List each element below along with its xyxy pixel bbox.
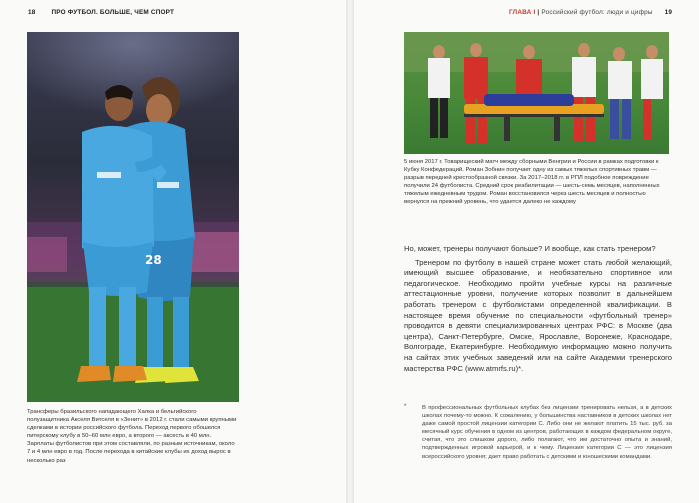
book-title: ПРО ФУТБОЛ. БОЛЬШЕ, ЧЕМ СПОРТ [51,9,175,16]
right-page-number: 19 [664,9,673,16]
left-photo-caption: Трансферы бразильского нападающего Халка и бельгийского полузащитника Акселя Витселя в «Зенит» в 2012 г. стали самыми крупными сделками в истории российского футбола. Переход первого обошелся питерскому клубу в 50–60 млн евро, а второго — аксесть в 40 млн. Зарплаты футболистов при этом составляли, по разным источникам, около 7 и 4 млн евро в год. После перехода в китайские клубы их доход вырос в несколько раз [27,409,237,464]
injury-stretcher-photo [404,32,669,154]
body-paragraph: Тренером по футболу в нашей стране может стать любой желающий, имеющий высшее образование, и необязательно спортивное или педагогическое. Необходимо пройти учебные курсы на различные аттестационные уровни, получение которых позволит в дальнейшем работать тренером с футболистами определенной квалификации. В настоящее время обучение по специальности «футбольный тренер» проводится в девяти специализированных центрах РФС: в Москве (два центра), Санкт-Петербурге, Омске, Ярославле, Воронеже, Краснодаре, Волгограде, Екатеринбурге. Необходимую информацию можно получить на сайтах этих учебных заведений или на сайте Академии тренерского мастерства РФС (www.atmrfs.ru)*. [404,257,672,373]
left-page [0,0,346,503]
right-running-head: ГЛАВА I | Российский футбол: люди и цифры 19 [509,9,673,16]
shirt-number: 28 [145,253,162,267]
right-photo-caption: 5 июня 2017 г. Товарищеский матч между сборными Венгрии и России в рамках подготовки к Кубку Конфедераций. Роман Зобнин получает одну из самых тяжелых спортивных травм — разрыв передней крестообразной связки. За 2017–2018 гг. в РПЛ подобное повреждение получили 24 футболиста. Средний срок реабилитации — шесть-семь месяцев, наполненных тяжелым ежедневным трудом. Роман восстановился через шесть месяцев и полностью вернулся на прежний уровень, что удается далеко не каждому [404,159,660,206]
footnote-marker: * [404,404,407,410]
chapter-title: Российский футбол: люди и цифры [541,9,653,16]
left-running-head [28,9,174,16]
right-page [354,0,699,503]
book-gutter [346,0,354,503]
left-page-number: 18 [28,9,36,16]
chapter-label: ГЛАВА I [509,9,536,16]
question-paragraph: Но, может, тренеры получают больше? И вообще, как стать тренером? [404,244,656,253]
zenit-celebration-photo [27,32,239,402]
footnote: В профессиональных футбольных клубах без лицензии тренировать нельзя, а в детских школах почему-то можно. К сожалению, у большинства наставников в детских школах нет даже самой простой лицензии категории С. Либо они не желают платить 15 тыс. руб. за месячный курс обучения в одном из центров, работающих в каждом федеральном округе, считая, что это слишком дорого, либо полагают, что им достаточно опыта и знаний, подтвержденных игровой карьерой, и к чему. Лицензия категории С — это лицензия всероссийского уровня; дает право работать с детскими и юношескими командами. [422,405,672,460]
main-text [404,244,672,377]
